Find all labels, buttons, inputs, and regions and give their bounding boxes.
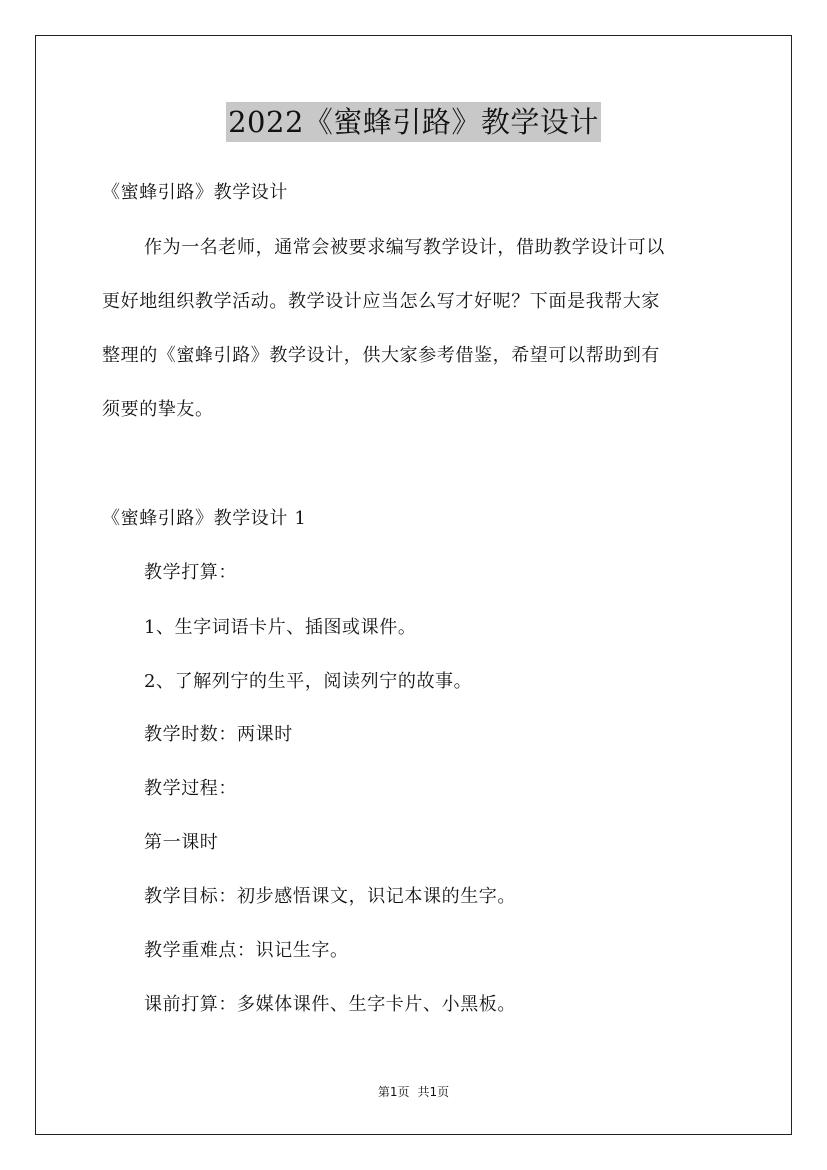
title-container	[0, 102, 827, 142]
intro-line-4: 须要的挚友。	[102, 399, 214, 420]
intro-line-3: 整理的《蜜蜂引路》教学设计，供大家参考借鉴，希望可以帮助到有	[102, 345, 660, 366]
document-title: 2022《蜜蜂引路》教学设计	[226, 102, 601, 142]
section-line-5: 教学过程：	[144, 778, 237, 799]
section-line-6: 第一课时	[144, 832, 219, 853]
section-line-8: 教学重难点：识记生字。	[144, 940, 349, 961]
document-subtitle: 《蜜蜂引路》教学设计	[102, 182, 288, 203]
page-number: 第1页	[377, 1085, 410, 1099]
intro-line-2: 更好地组织教学活动。教学设计应当怎么写才好呢？下面是我帮大家	[102, 291, 660, 312]
section-line-1: 教学打算：	[144, 562, 237, 583]
page-footer	[0, 1084, 827, 1100]
page-total: 共1页	[417, 1085, 450, 1099]
section-line-2: 1、生字词语卡片、插图或课件。	[144, 617, 417, 638]
section-line-4: 教学时数：两课时	[144, 724, 293, 745]
section-line-7: 教学目标：初步感悟课文，识记本课的生字。	[144, 886, 516, 907]
section-heading: 《蜜蜂引路》教学设计 1	[102, 508, 307, 529]
section-line-3: 2、了解列宁的生平，阅读列宁的故事。	[144, 671, 473, 692]
section-line-9: 课前打算：多媒体课件、生字卡片、小黑板。	[144, 994, 516, 1015]
intro-line-1: 作为一名老师，通常会被要求编写教学设计，借助教学设计可以	[144, 237, 665, 258]
